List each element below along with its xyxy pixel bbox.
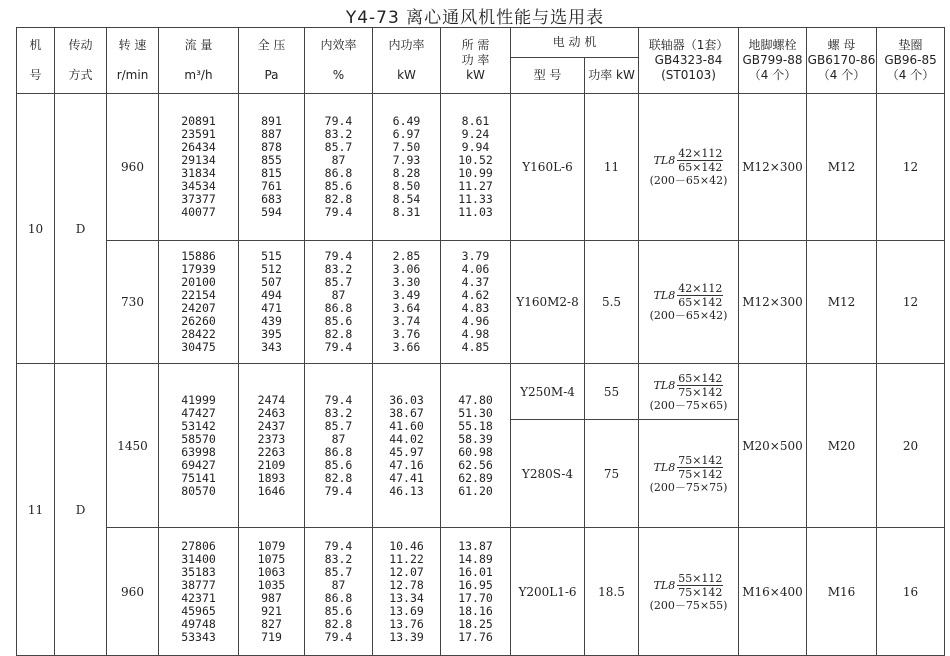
washer-cell: 16 <box>877 528 945 656</box>
coupling-fraction: $\frac{42\times 112}{65\times 142}$ <box>678 282 723 309</box>
drive-cell: D <box>55 94 107 364</box>
header-flow: 流 量 m³/h <box>159 28 239 94</box>
required-power-values: 47.80 51.30 55.18 58.39 60.98 62.56 62.89 61.20 <box>441 364 511 528</box>
motor-power-cell: 75 <box>585 420 639 528</box>
header-speed: 转 速 r/min <box>107 28 159 94</box>
coupling-note: (200－65×42) <box>649 174 728 187</box>
coupling-code: TL8 <box>653 578 676 592</box>
required-power-values: 3.79 4.06 4.37 4.62 4.83 4.96 4.98 4.85 <box>441 241 511 364</box>
table-title: Y4-73 离心通风机性能与选用表 <box>345 8 605 28</box>
header-motor-type: 型 号 <box>511 58 585 94</box>
nut-cell: M16 <box>807 528 877 656</box>
coupling-note: (200－75×75) <box>649 480 728 494</box>
coupling-cell <box>639 241 739 364</box>
flow-values: 20891 23591 26434 29134 31834 34534 37377 40077 <box>159 94 239 241</box>
power-values: 6.49 6.97 7.50 7.93 8.28 8.50 8.54 8.31 <box>373 94 441 241</box>
power-values: 10.46 11.22 12.07 12.78 13.34 13.69 13.76 13.39 <box>373 528 441 656</box>
speed-cell: 960 <box>107 528 159 656</box>
efficiency-values: 79.4 83.2 85.7 87 86.8 85.6 82.8 79.4 <box>305 528 373 656</box>
speed-cell: 730 <box>107 241 159 364</box>
efficiency-values: 79.4 83.2 85.7 87 86.8 85.6 82.8 79.4 <box>305 94 373 241</box>
header-washer: 垫圈 GB96-85 （4 个） <box>877 28 945 94</box>
table-row <box>17 94 945 241</box>
coupling-fraction: $\frac{75\times 142}{75\times 142}$ <box>678 453 723 481</box>
header-pressure: 全 压 Pa <box>239 28 305 94</box>
required-power-values: 13.87 14.89 16.01 16.95 17.70 18.16 18.25 17.76 <box>441 528 511 656</box>
motor-type-cell: Y160M2-8 <box>511 241 585 364</box>
speed-cell: 1450 <box>107 364 159 528</box>
header-nut: 螺 母 GB6170-86 （4 个） <box>807 28 877 94</box>
efficiency-values: 79.4 83.2 85.7 87 86.8 85.6 82.8 79.4 <box>305 241 373 364</box>
pressure-values: 891 887 878 855 815 761 683 594 <box>239 94 305 241</box>
pressure-values: 1079 1075 1063 1035 987 921 827 719 <box>239 528 305 656</box>
power-values: 2.85 3.06 3.30 3.49 3.64 3.74 3.76 3.66 <box>373 241 441 364</box>
coupling-code: TL8 <box>653 460 676 474</box>
washer-cell: 12 <box>877 241 945 364</box>
coupling-cell <box>639 528 739 656</box>
washer-cell: 12 <box>877 94 945 241</box>
header-motor: 电 动 机 <box>511 28 639 58</box>
coupling-code: TL8 <box>653 378 676 392</box>
coupling-cell <box>639 94 739 241</box>
motor-type-cell: Y200L1-6 <box>511 528 585 656</box>
table-row <box>17 241 945 364</box>
header-model-no: 机 号 <box>17 28 55 94</box>
motor-power-cell: 18.5 <box>585 528 639 656</box>
pressure-values: 515 512 507 494 471 439 395 343 <box>239 241 305 364</box>
header-power: 内功率 kW <box>373 28 441 94</box>
motor-type-cell: Y280S-4 <box>511 420 585 528</box>
pressure-values: 2474 2463 2437 2373 2263 2109 1893 1646 <box>239 364 305 528</box>
washer-cell: 20 <box>877 364 945 528</box>
header-efficiency: 内效率 % <box>305 28 373 94</box>
coupling-cell <box>639 364 739 420</box>
nut-cell: M20 <box>807 364 877 528</box>
flow-values: 27806 31400 35183 38777 42371 45965 49748 53343 <box>159 528 239 656</box>
coupling-note: (200－75×55) <box>649 598 728 612</box>
fan-performance-table <box>16 27 945 656</box>
coupling-cell <box>639 420 739 528</box>
coupling-code: TL8 <box>653 289 676 302</box>
required-power-values: 8.61 9.24 9.94 10.52 10.99 11.27 11.33 11.03 <box>441 94 511 241</box>
anchor-bolt-cell: M16×400 <box>739 528 807 656</box>
motor-power-cell: 11 <box>585 94 639 241</box>
anchor-bolt-cell: M12×300 <box>739 241 807 364</box>
nut-cell: M12 <box>807 241 877 364</box>
motor-power-cell: 5.5 <box>585 241 639 364</box>
speed-cell: 960 <box>107 94 159 241</box>
flow-values: 15886 17939 20100 22154 24207 26260 28422 30475 <box>159 241 239 364</box>
header-coupling: 联轴器（1套） GB4323-84 (ST0103) <box>639 28 739 94</box>
power-values: 36.03 38.67 41.60 44.02 45.97 47.16 47.41 46.13 <box>373 364 441 528</box>
model-cell: 11 <box>17 364 55 656</box>
nut-cell: M12 <box>807 94 877 241</box>
coupling-fraction: $\frac{55\times 112}{75\times 142}$ <box>678 571 723 599</box>
table-row <box>17 364 945 420</box>
header-anchor-bolt: 地脚螺栓 GB799-88 （4 个） <box>739 28 807 94</box>
coupling-fraction: $\frac{65\times 142}{75\times 142}$ <box>678 371 723 399</box>
header-motor-power: 功率 kW <box>585 58 639 94</box>
motor-power-cell: 55 <box>585 364 639 420</box>
coupling-note: (200－65×42) <box>649 309 728 322</box>
coupling-fraction: $\frac{42\times 112}{65\times 142}$ <box>678 147 723 174</box>
anchor-bolt-cell: M12×300 <box>739 94 807 241</box>
drive-cell: D <box>55 364 107 656</box>
coupling-code: TL8 <box>653 154 676 167</box>
motor-type-cell: Y160L-6 <box>511 94 585 241</box>
coupling-note: (200－75×65) <box>649 398 728 412</box>
flow-values: 41999 47427 53142 58570 63998 69427 75141 80570 <box>159 364 239 528</box>
model-cell: 10 <box>17 94 55 364</box>
header-required-power: 所 需 功 率 kW <box>441 28 511 94</box>
motor-type-cell: Y250M-4 <box>511 364 585 420</box>
header-drive: 传动 方式 <box>55 28 107 94</box>
table-row <box>17 528 945 656</box>
anchor-bolt-cell: M20×500 <box>739 364 807 528</box>
efficiency-values: 79.4 83.2 85.7 87 86.8 85.6 82.8 79.4 <box>305 364 373 528</box>
